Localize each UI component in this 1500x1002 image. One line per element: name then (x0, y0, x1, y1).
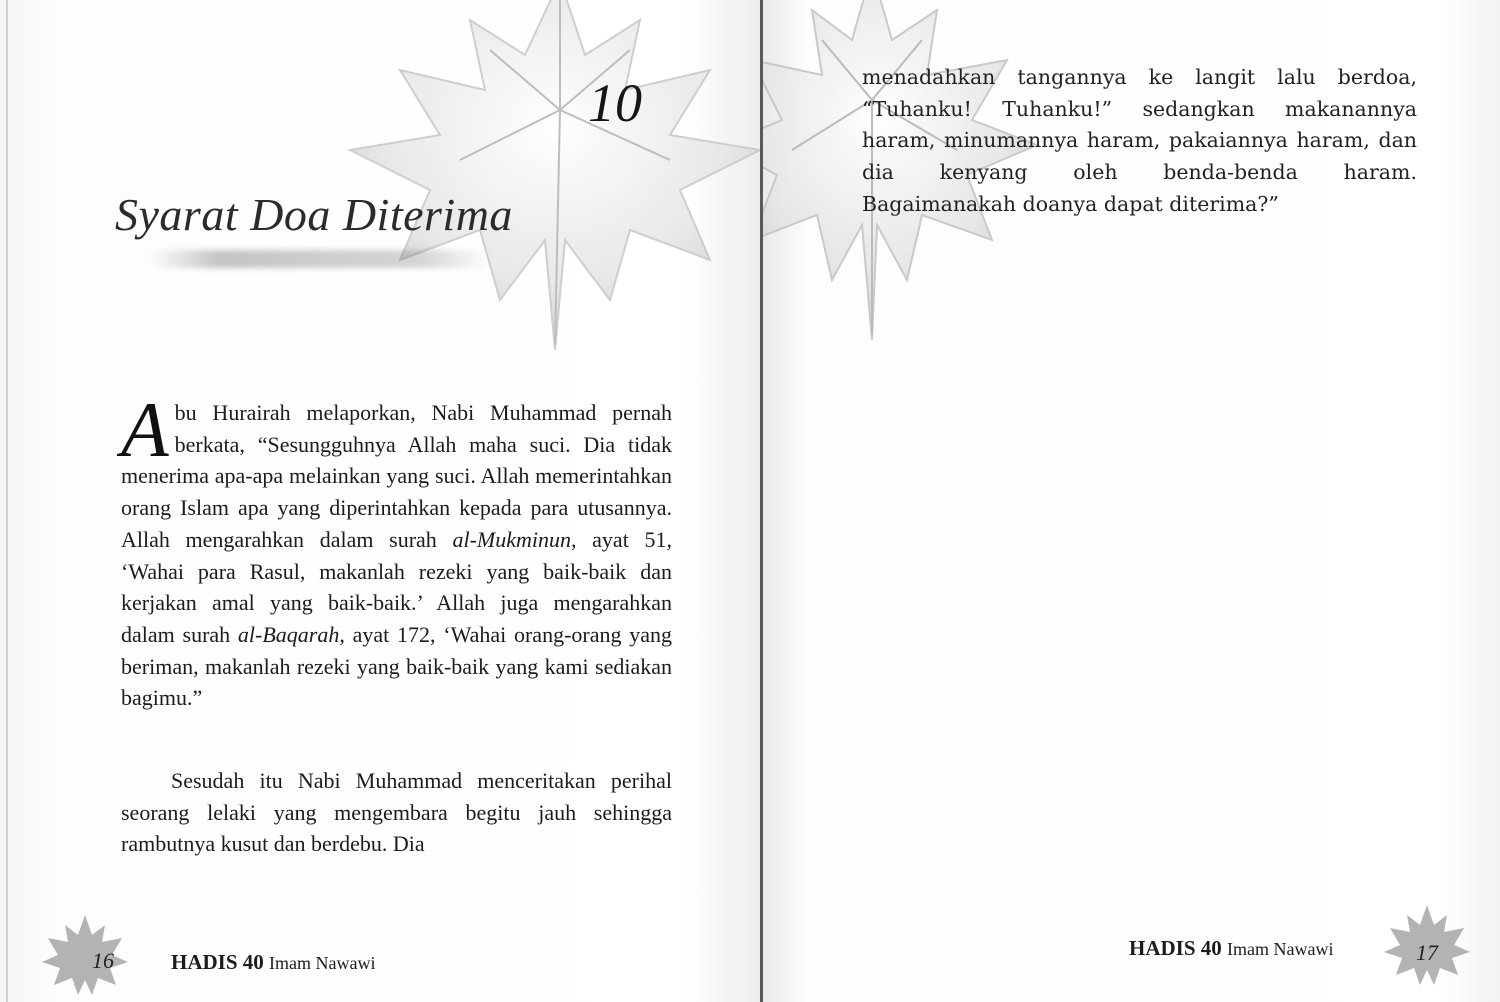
running-footer (171, 950, 376, 975)
corner-leaf-icon (40, 910, 130, 1000)
chapter-title: Syarat Doa Diterima (115, 189, 513, 240)
footer-author: Imam Nawawi (1227, 939, 1334, 959)
page-edge (6, 0, 8, 1002)
footer-title: HADIS 40 (171, 950, 264, 974)
footer-author: Imam Nawawi (269, 953, 376, 973)
surah-name: al-Baqarah (237, 621, 340, 647)
book-gutter (760, 0, 763, 1002)
title-shadow (150, 250, 490, 268)
drop-cap: A (121, 386, 169, 473)
body-paragraph-1 (121, 386, 672, 714)
body-paragraph-2: Sesudah itu Nabi Muhammad menceritakan perihal seorang lelaki yang mengembara begitu jauh sehingga rambutnya kusut dan berdebu. Dia (121, 768, 672, 857)
right-page (762, 0, 1500, 1002)
page-number: 16 (92, 948, 114, 973)
body-paragraph-continued: menadahkan tangannya ke langit lalu berdoa, “Tuhanku! Tuhanku!” sedangkan makanannya haram, minumannya haram, pakaiannya haram, dan dia kenyang oleh benda-benda haram. Bagaimanakah doanya dapat diterima?” (862, 65, 1417, 216)
paragraph-text: bu Hurairah melaporkan, Nabi Muhammad pernah berkata, “Sesungguhnya Allah maha suci. Dia tidak menerima apa-apa melainkan yang suci. Allah memerintahkan orang Islam apa yang diperintahkan kepada para utusannya. Allah mengarahkan dalam surah (121, 400, 672, 552)
footer-title: HADIS 40 (1129, 936, 1222, 960)
surah-name: al-Mukminun (452, 526, 571, 552)
chapter-number: 10 (588, 73, 642, 133)
maple-leaf-illustration (340, 0, 762, 360)
running-footer (1129, 936, 1334, 961)
paragraph-text: , ayat 172, ‘Wahai orang-orang yang beriman, makanlah rezeki yang baik-baik yang kami sediakan bagimu.” (121, 621, 672, 711)
paragraph-text: , ayat 51, ‘Wahai para Rasul, makanlah rezeki yang baik-baik dan kerjakan amal yang baik-baik.’ Allah juga mengarahkan dalam surah (121, 526, 672, 647)
page-number: 17 (1416, 940, 1438, 965)
